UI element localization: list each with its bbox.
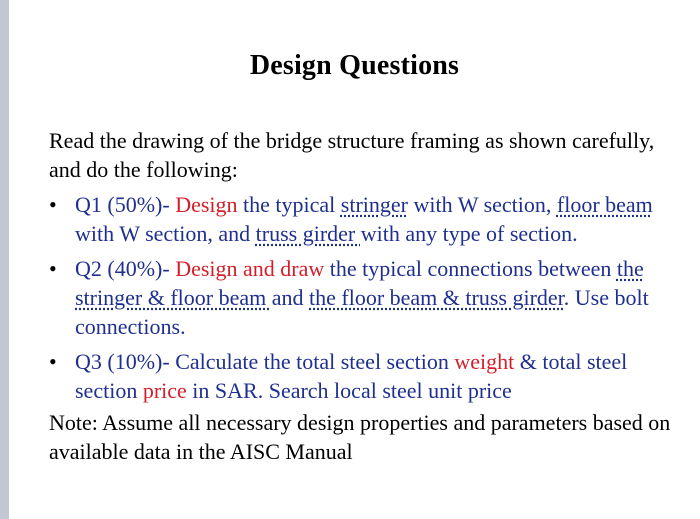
q1-text: the typical (237, 192, 341, 217)
bullet-icon: • (49, 349, 57, 374)
q1-label: Q1 (50%)- (75, 192, 176, 217)
question-q1 (49, 190, 689, 248)
q1-truss-girder: truss girder (255, 221, 361, 246)
q1-text-4: with any type of section. (360, 221, 578, 246)
question-list (49, 190, 689, 405)
q3-label: Q3 (10%)- Calculate the total steel section (75, 349, 455, 374)
note-text: Note: Assume all necessary design properties and parameters based on available data in the AISC Manual (49, 410, 671, 464)
q1-verb: Design (175, 192, 238, 217)
q2-floor-beam-truss-girder: the floor beam & truss girder (309, 285, 564, 310)
q1-text-2: with W section, (407, 192, 557, 217)
q1-floor-beam: floor beam (556, 192, 653, 217)
slide (9, 0, 700, 519)
q1-stringer: stringer (340, 192, 408, 217)
question-q2 (49, 254, 689, 341)
q2-label: Q2 (40%)- (75, 256, 176, 281)
q2-stringer-floor-beam: the stringer & floor beam (75, 256, 644, 310)
q3-price: price (142, 378, 187, 403)
q2-verb: Design and draw (175, 256, 325, 281)
q2-text-2: and (271, 285, 309, 310)
q1-text-3: with W section, and (75, 221, 256, 246)
slide-title: Design Questions (249, 50, 460, 81)
q2-text-3: . Use bolt connections. (75, 285, 649, 339)
bullet-icon: • (49, 192, 57, 217)
bullet-icon: • (49, 256, 57, 281)
q3-weight: weight (454, 349, 515, 374)
question-q3 (49, 347, 689, 405)
q3-text-2: in SAR. Search local steel unit price (186, 378, 512, 403)
q3-text: & total steel section (75, 349, 628, 403)
intro-text: Read the drawing of the bridge structure framing as shown carefully, and do the following: (49, 128, 655, 182)
q2-text: the typical connections between (324, 256, 617, 281)
left-edge-bar (0, 0, 9, 519)
